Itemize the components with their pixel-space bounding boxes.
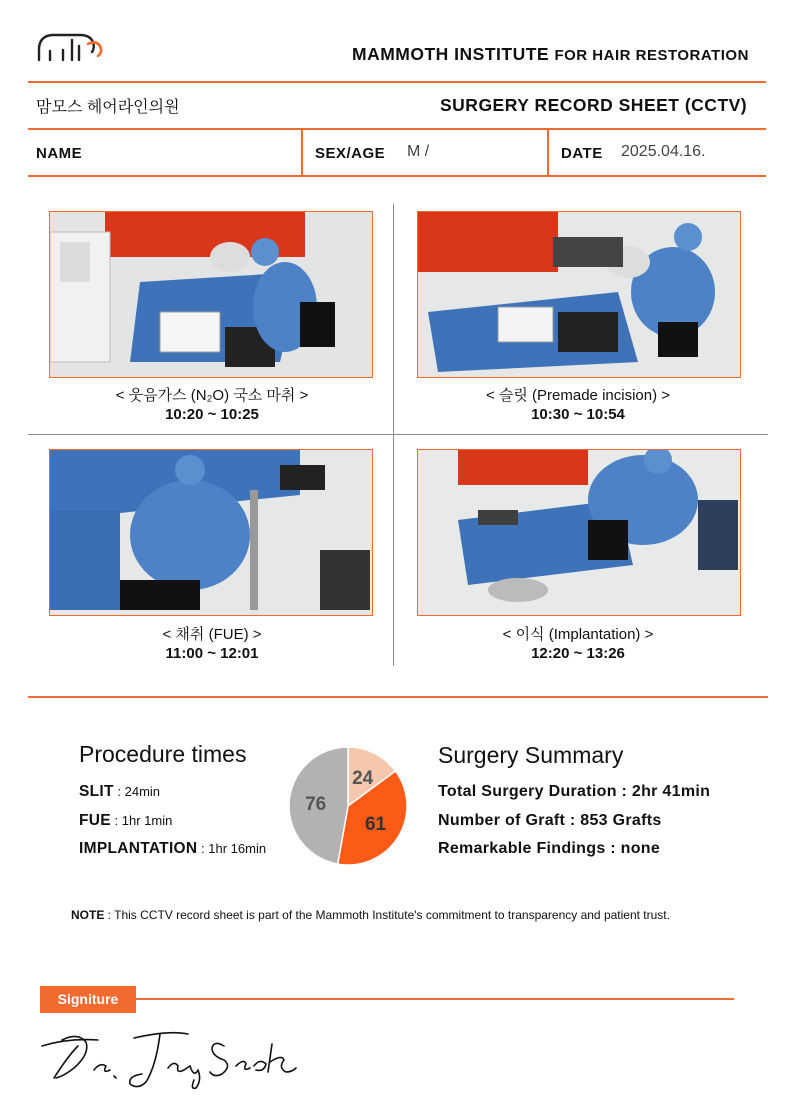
handwritten-signature [38, 1026, 298, 1092]
signature-label: Signiture [40, 986, 136, 1013]
photo-caption-fue [49, 625, 375, 663]
procedure-value: 24min [124, 784, 161, 799]
summary-findings: Remarkable Findings : none [438, 840, 661, 857]
procedure-times-heading: Procedure times [79, 741, 247, 767]
photo-caption-anesthesia [49, 386, 375, 424]
pie-label-slit: 24 [352, 768, 374, 790]
sex-age-value: M / [407, 143, 430, 160]
caption-title: < 채취 (FUE) > [162, 626, 262, 643]
summary-heading: Surgery Summary [438, 742, 624, 768]
procedure-time-fue: FUE : 1hr 1min [79, 812, 173, 829]
caption-time: 10:20 ~ 10:25 [165, 406, 259, 423]
clinic-name-korean: 맘모스 헤어라인의원 [36, 99, 180, 116]
procedure-value: 1hr 16min [208, 841, 267, 856]
institute-name-rest: FOR HAIR RESTORATION [554, 47, 749, 64]
institute-name [352, 44, 749, 65]
caption-time: 12:20 ~ 13:26 [531, 645, 625, 662]
caption-time: 10:30 ~ 10:54 [531, 406, 625, 423]
summary-total-duration: Total Surgery Duration : 2hr 41min [438, 783, 711, 800]
name-label: NAME [36, 145, 83, 162]
procedure-label: IMPLANTATION [79, 840, 198, 857]
summary-graft-count: Number of Graft : 853 Grafts [438, 812, 662, 829]
cctv-photo-implantation [417, 449, 741, 616]
procedure-pie-chart [286, 745, 410, 867]
procedure-label: FUE [79, 812, 111, 829]
date-label: DATE [561, 145, 603, 162]
date-value: 2025.04.16. [621, 143, 706, 160]
procedure-value: 1hr 1min [121, 813, 173, 828]
procedure-label: SLIT [79, 783, 114, 800]
caption-title: < 이식 (Implantation) > [502, 626, 654, 643]
caption-time: 11:00 ~ 12:01 [165, 645, 259, 662]
note [71, 908, 670, 922]
procedure-time-slit: SLIT : 24min [79, 783, 161, 800]
sheet-title: SURGERY RECORD SHEET (CCTV) [440, 95, 748, 115]
cctv-photo-anesthesia [49, 211, 373, 378]
cctv-photo-slit [417, 211, 741, 378]
pie-label-fue: 61 [364, 814, 387, 836]
sex-age-label: SEX/AGE [315, 145, 386, 162]
photo-caption-slit [415, 386, 741, 424]
signature-line [136, 998, 734, 1000]
note-label: NOTE [71, 908, 105, 922]
mammoth-logo [36, 30, 106, 64]
procedure-time-implantation: IMPLANTATION : 1hr 16min [79, 840, 267, 857]
cctv-photo-fue [49, 449, 373, 616]
caption-title: < 슬릿 (Premade incision) > [485, 387, 671, 404]
photo-caption-implantation [415, 625, 741, 663]
note-text: : This CCTV record sheet is part of the Mammoth Institute's commitment to transparency and patient trust. [104, 908, 670, 922]
institute-name-bold: MAMMOTH INSTITUTE [352, 44, 550, 64]
pie-label-implantation: 76 [305, 794, 327, 816]
caption-title: < 웃음가스 (N₂O) 국소 마취 > [115, 387, 309, 404]
